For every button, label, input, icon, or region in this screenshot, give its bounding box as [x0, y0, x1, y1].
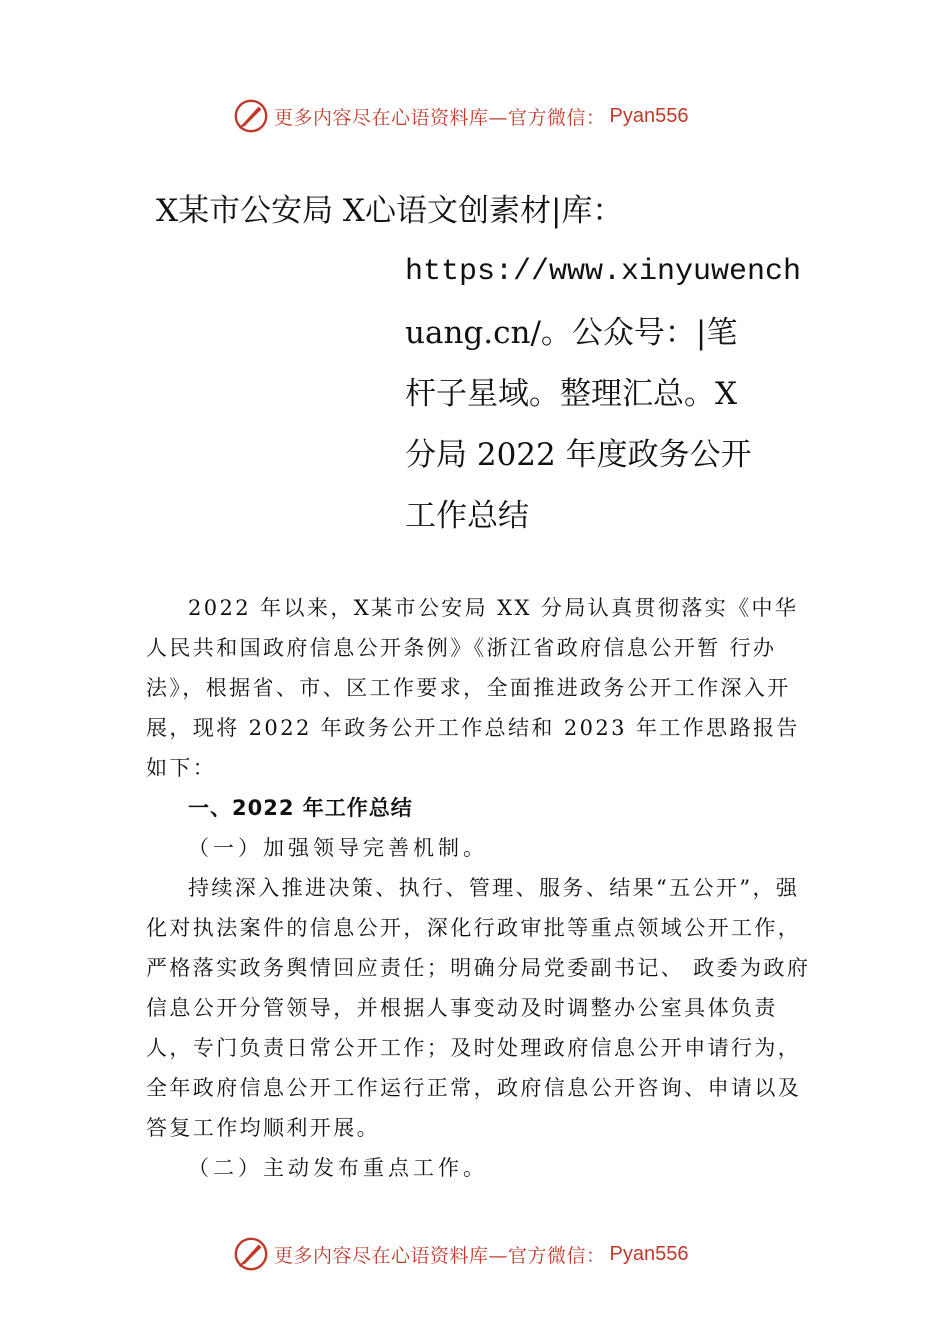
watermark-text: 更多内容尽在心语资料库—官方微信： — [274, 106, 606, 129]
title-line-3: uang.cn/。公众号：|笔 — [405, 315, 738, 351]
header-watermark — [232, 96, 688, 136]
document-body — [146, 588, 818, 1188]
watermark-text: 更多内容尽在心语资料库—官方微信： — [274, 1244, 606, 1267]
subsection-heading-2: （二）主动发布重点工作。 — [188, 1156, 488, 1180]
title-line-4: 杆子星域。整理汇总。X — [405, 376, 738, 412]
footer-watermark — [232, 1234, 688, 1274]
intro-paragraph: 2022 年以来，X某市公安局 XX 分局认真贯彻落实《中华人民共和国政府信息公开条例》《浙江省政府信息公开暂 行办法》，根据省、市、区工作要求，全面推进政务公开工作深入开展，现将 2022 年政务公开工作总结和 2023 年工作思路报告如下： — [146, 596, 800, 780]
title-line-2: https://www.xinyuwench — [405, 255, 802, 289]
title-line-1: X某市公安局 X心语文创素材|库： — [156, 193, 624, 229]
subsection-heading-1: （一）加强领导完善机制。 — [188, 836, 488, 860]
quill-logo-icon — [232, 1235, 270, 1273]
title-line-5: 分局 2022 年度政务公开 — [405, 437, 752, 473]
section-heading-1: 一、2022 年工作总结 — [188, 796, 413, 820]
watermark-wechat-id: Pyan556 — [609, 1242, 689, 1265]
title-line-6: 工作总结 — [405, 498, 529, 534]
watermark-wechat-id: Pyan556 — [609, 104, 689, 127]
paragraph-1: 持续深入推进决策、执行、管理、服务、结果“五公开”，强化对执法案件的信息公开，深化行政审批等重点领域公开工作，严格落实政务舆情回应责任；明确分局党委副书记、 政委为政府信息公开分管领导，并根据人事变动及时调整办公室具体负责人，专门负责日常公开工作；及时处理政府信息公开申请行为，全年政府信息公开工作运行正常，政府信息公开咨询、申请以及答复工作均顺利开展。 — [146, 876, 811, 1140]
quill-logo-icon — [232, 97, 270, 135]
